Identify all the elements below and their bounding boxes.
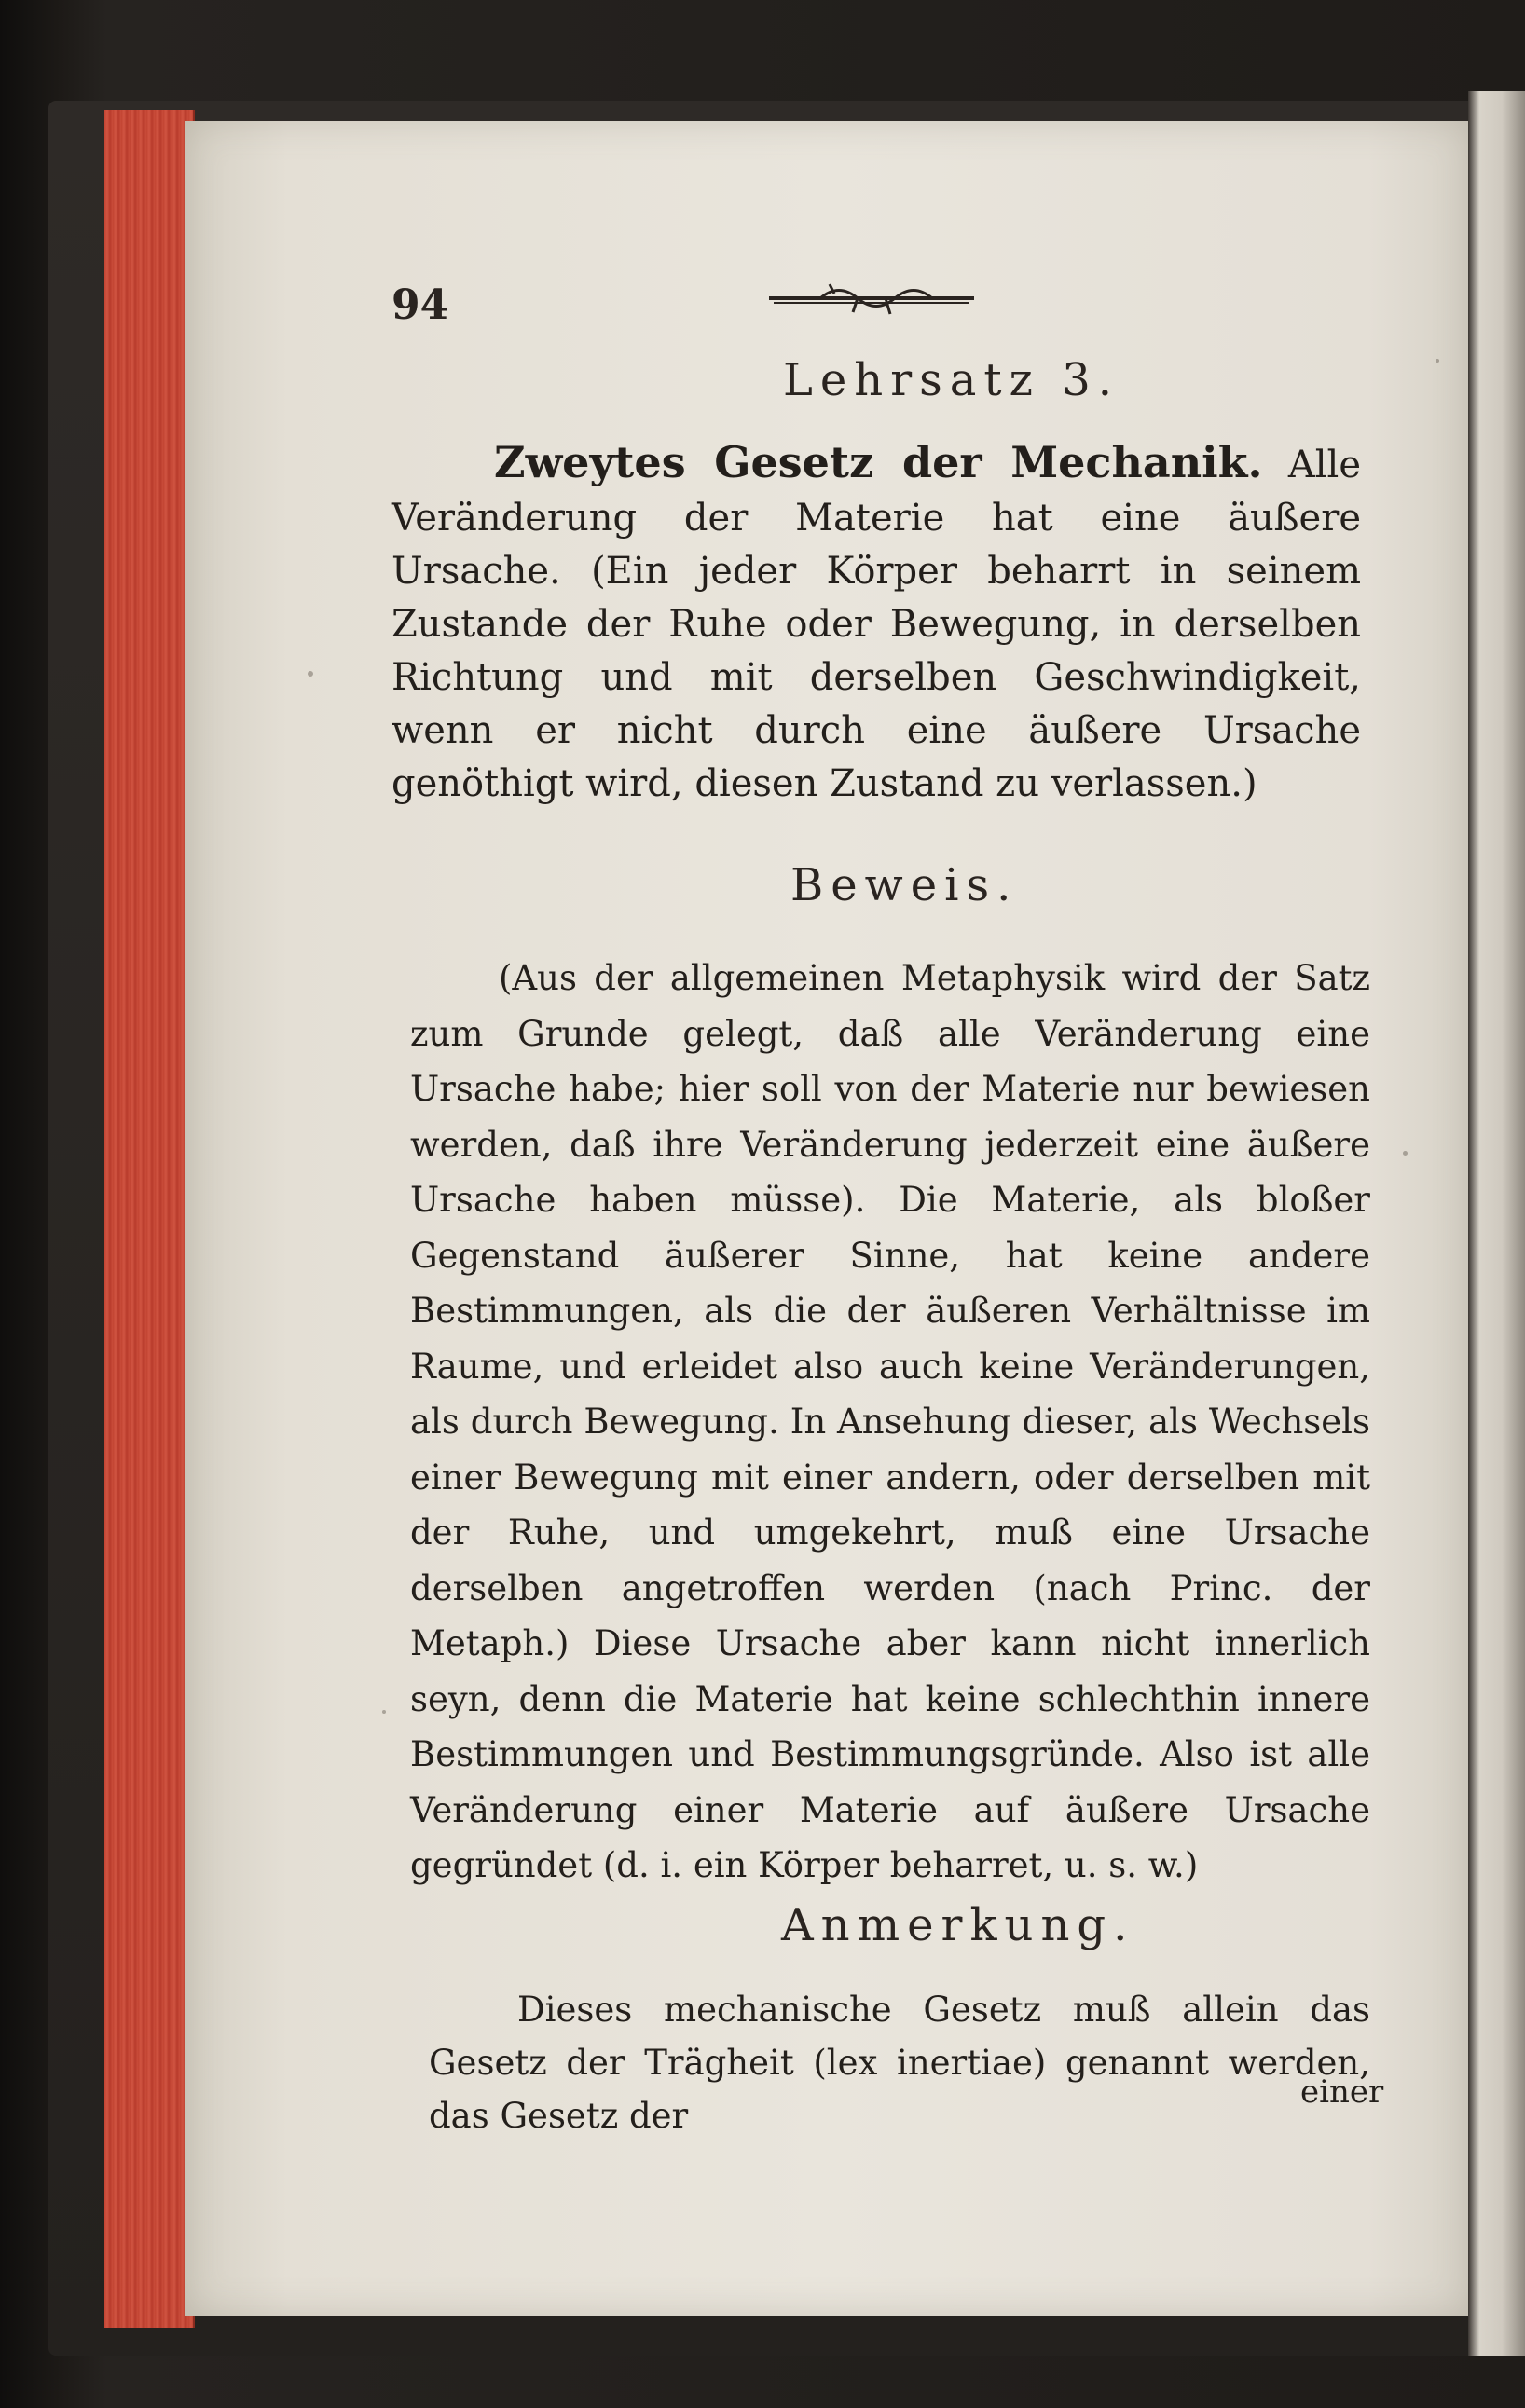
catchword: einer xyxy=(1300,2073,1384,2111)
proof-text: (Aus der allgemeinen Metaphysik wird der Satz zum Grunde gelegt, daß alle Veränderung eine Ursache habe; hier soll von der Materie nur bewiesen werden, daß ihre Veränderung jederzeit eine äußere Ursache haben müsse). Die Materie, als bloßer Gegenstand äußerer Sinne, hat keine andere Bestimmungen, als die der äußeren Verhältnisse im Raume, und erleidet also auch keine Veränderungen, als durch Bewegung. In Ansehung dieser, als Wechsels einer Bewegung mit einer andern, oder derselben mit der Ruhe, und umgekehrt, muß eine Ursache derselben angetroffen werden (nach Princ. der Metaph.) Diese Ursache aber kann nicht innerlich seyn, denn die Materie hat keine schlechthin innere Bestimmungen und Bestimmungsgründe. Also ist alle Veränderung einer Materie auf äußere Ursache gegründet (d. i. ein Körper beharret, u. s. w.) xyxy=(410,958,1370,1885)
remark-text: Dieses mechanische Gesetz muß allein das Gesetz der Trägheit (lex inertiae) genannt werden, das Gesetz der xyxy=(429,1990,1370,2136)
remark-paragraph xyxy=(429,1983,1370,2142)
page-number: 94 xyxy=(392,281,449,329)
red-page-edges xyxy=(104,110,195,2328)
proof-paragraph xyxy=(410,951,1370,1894)
facing-page-edge xyxy=(1468,91,1525,2356)
theorem-lead: Zweytes Gesetz der Mechanik. xyxy=(494,437,1263,487)
proof-heading: Beweis. xyxy=(790,859,1019,911)
ornament-icon xyxy=(764,275,979,322)
theorem-text: Alle Veränderung der Materie hat eine äußere Ursache. (Ein jeder Körper beharrt in seinem Zustande der Ruhe oder Bewegung, in derselben Richtung und mit derselben Geschwindigkeit, wenn er nicht durch eine äußere Ursache genöthigt wird, diesen Zustand zu verlassen.) xyxy=(392,444,1361,805)
theorem-heading: Lehrsatz 3. xyxy=(783,354,1120,406)
remark-heading: Anmerkung. xyxy=(781,1899,1135,1951)
theorem-paragraph xyxy=(392,436,1361,811)
